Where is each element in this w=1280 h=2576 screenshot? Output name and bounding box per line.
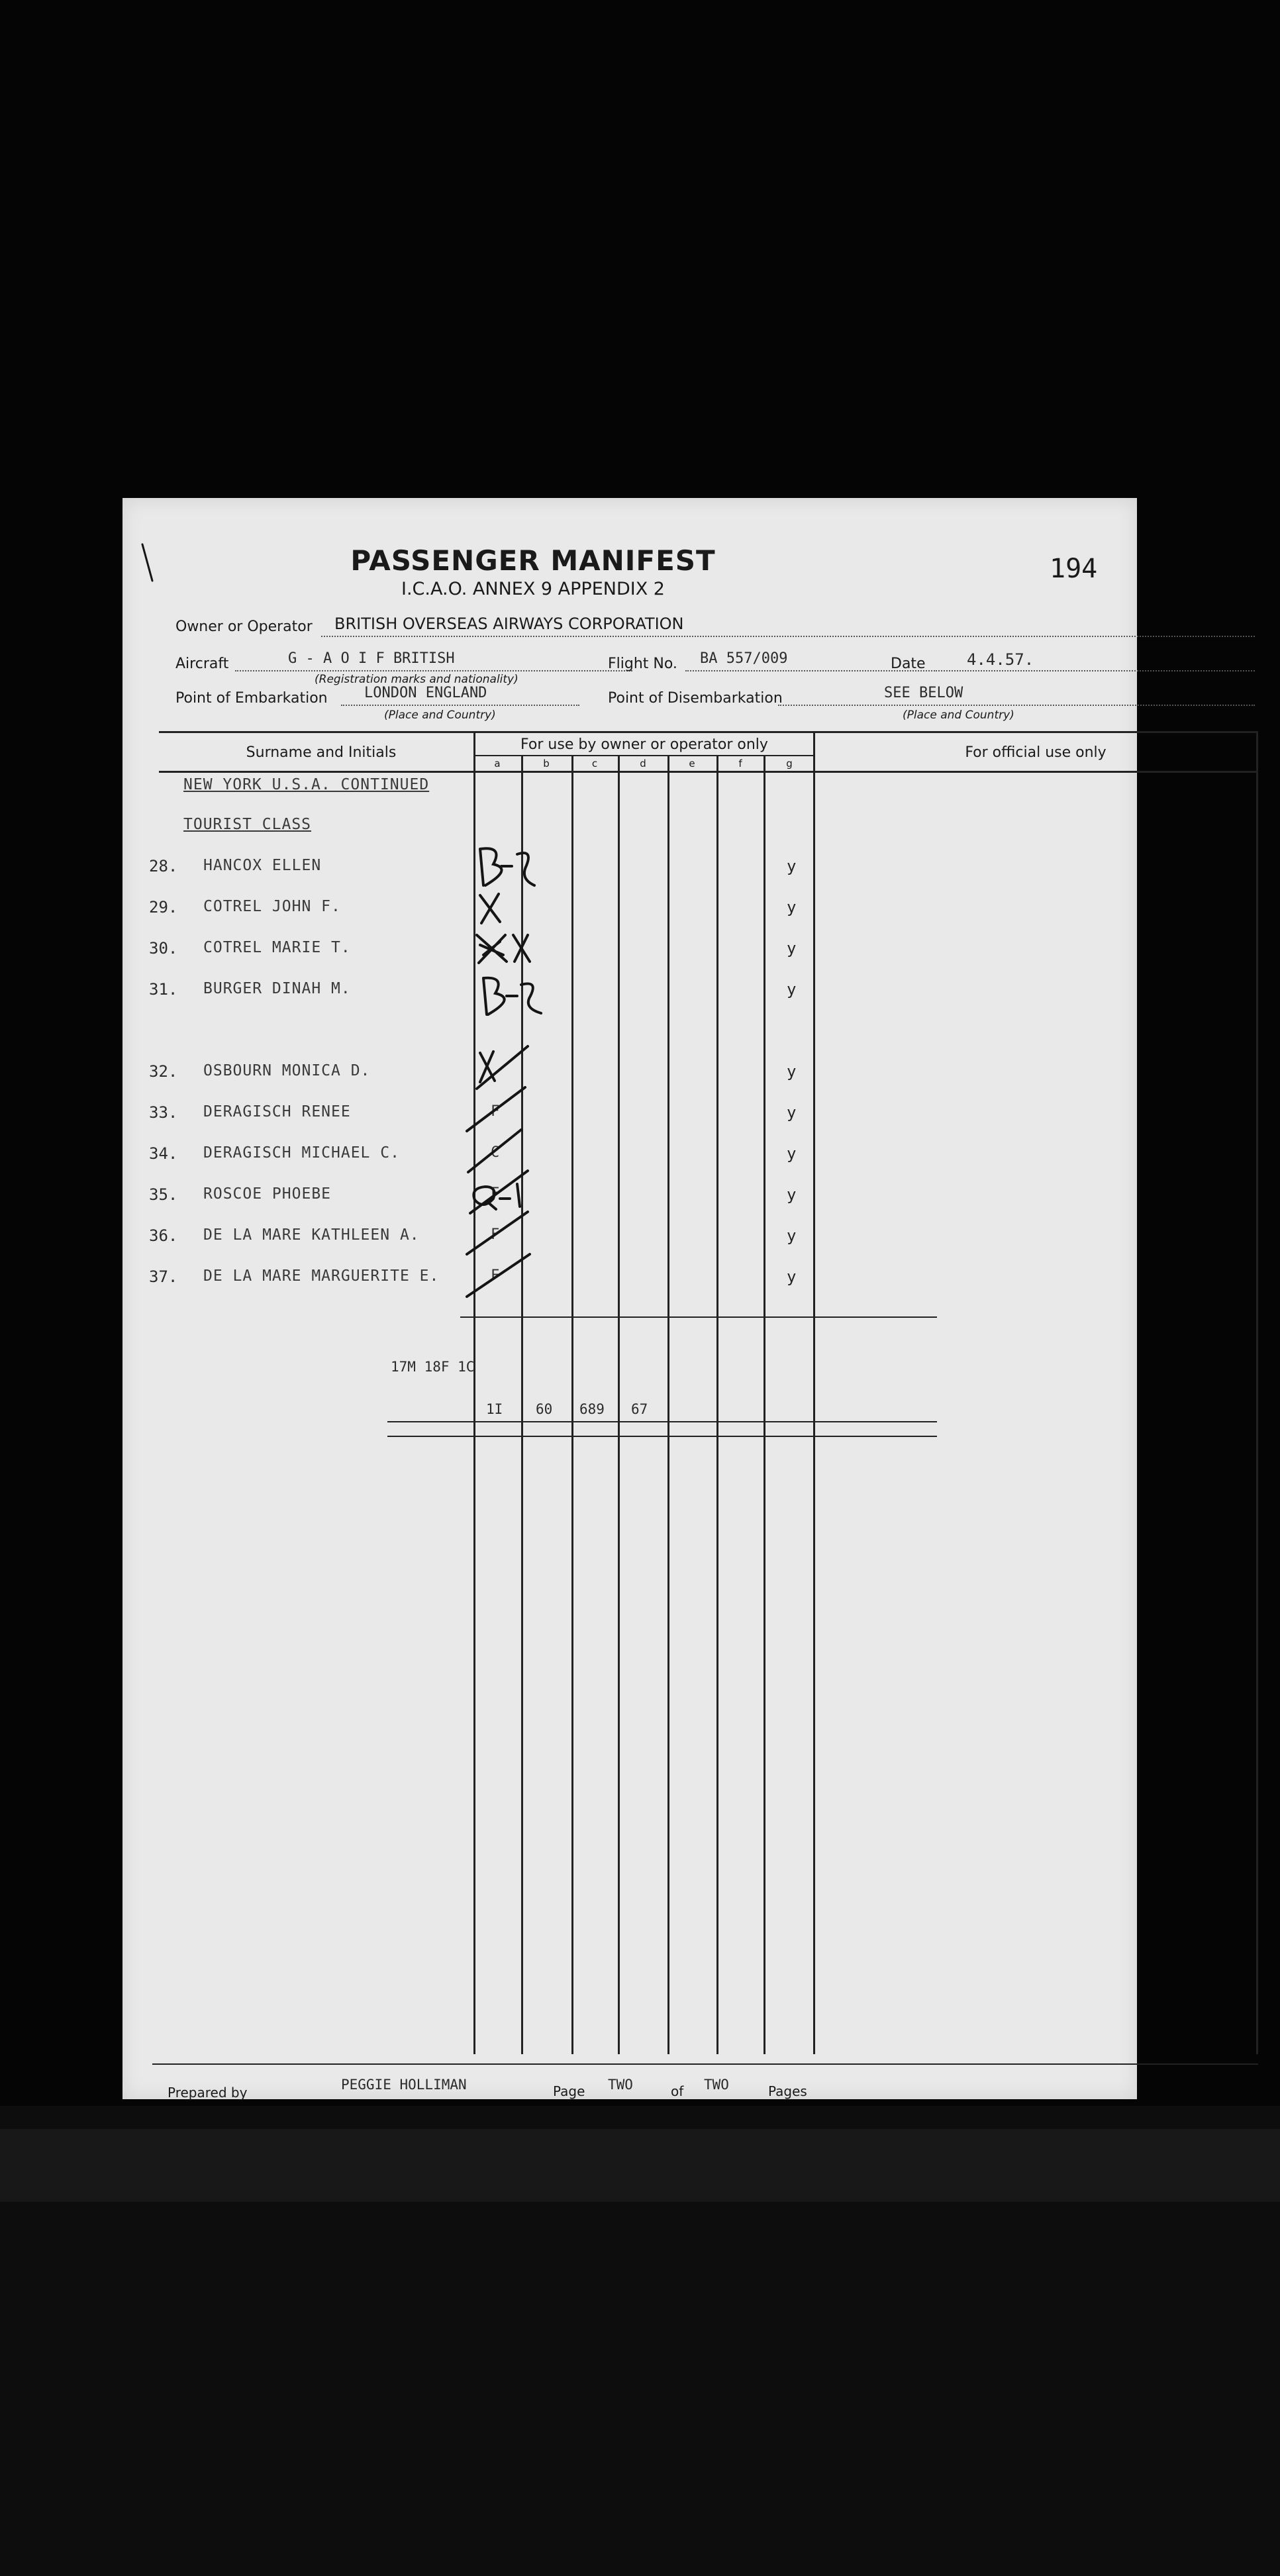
handwritten-slash [477, 1046, 528, 1089]
handwritten-mark-b2-dash [501, 853, 534, 885]
passenger-name: ROSCOE PHOEBE [203, 1185, 332, 1203]
handwritten-mark-q [473, 1187, 496, 1209]
header-official: For official use only [965, 744, 1107, 761]
disembarkation-value: SEE BELOW [884, 685, 963, 701]
passenger-name: DE LA MARE KATHLEEN A. [203, 1226, 420, 1244]
column-a-value: F [491, 1267, 500, 1284]
flight-label: Flight No. [608, 656, 677, 672]
column-a-value: C [491, 1144, 500, 1161]
disembarkation-note: (Place and Country) [903, 709, 1014, 722]
row-number: 28. [149, 857, 178, 875]
column-g-value: y [787, 898, 797, 916]
column-a-value: F [491, 1103, 500, 1120]
handwritten-mark-b2 [483, 978, 505, 1015]
row-number: 36. [149, 1226, 178, 1245]
total-c: 689 [579, 1401, 605, 1417]
column-g-value: y [787, 1103, 797, 1122]
prepared-value: PEGGIE HOLLIMAN [341, 2077, 467, 2093]
row-number: 31. [149, 980, 178, 999]
column-g-value: y [787, 1267, 797, 1286]
embarkation-value: LONDON ENGLAND [364, 685, 487, 701]
aircraft-note: (Registration marks and nationality) [315, 673, 518, 686]
handwritten-slash [467, 1087, 525, 1131]
subcol-g: g [786, 758, 793, 769]
passenger-name: OSBOURN MONICA D. [203, 1062, 371, 1079]
column-a-value: F [491, 1185, 500, 1202]
aircraft-value: G - A O I F BRITISH [288, 650, 455, 667]
total-d: 67 [631, 1401, 648, 1417]
page-label: Page [553, 2083, 585, 2099]
total-b: 60 [536, 1401, 553, 1417]
row-number: 34. [149, 1144, 178, 1163]
handwritten-mark-b2-dash [507, 983, 541, 1013]
passenger-name: HANCOX ELLEN [203, 857, 322, 874]
row-number: 30. [149, 939, 178, 958]
totals-summary: 17M 18F 1C [391, 1359, 475, 1375]
date-label: Date [891, 656, 926, 672]
flight-value: BA 557/009 [700, 650, 788, 667]
scanner-band [0, 2129, 1280, 2202]
destination-heading: NEW YORK U.S.A. CONTINUED [183, 776, 430, 793]
of-value: TWO [704, 2077, 729, 2093]
passenger-name: BURGER DINAH M. [203, 980, 351, 997]
subcol-b: b [543, 758, 550, 769]
disembarkation-label: Point of Disembarkation [608, 690, 783, 707]
page-subtitle: I.C.A.O. ANNEX 9 APPENDIX 2 [401, 579, 665, 599]
subcol-a: a [494, 758, 501, 769]
row-number: 29. [149, 898, 178, 916]
column-g-value: y [787, 1144, 797, 1163]
owner-label: Owner or Operator [175, 619, 313, 635]
row-number: 37. [149, 1267, 178, 1286]
column-g-value: y [787, 980, 797, 999]
column-g-value: y [787, 1185, 797, 1204]
handwritten-mark-x [480, 894, 500, 923]
class-heading: TOURIST CLASS [183, 816, 312, 833]
col-divider-right [1256, 731, 1258, 2054]
row-number: 35. [149, 1185, 178, 1204]
handwritten-mark-x [480, 1052, 495, 1082]
owner-value: BRITISH OVERSEAS AIRWAYS CORPORATION [334, 615, 684, 633]
handwritten-slash [468, 1130, 521, 1172]
pages-label: Pages [768, 2083, 807, 2099]
handwritten-mark-q-dash [500, 1184, 520, 1207]
handwritten-slash [467, 1212, 528, 1254]
total-a: 1I [486, 1401, 503, 1417]
column-g-value: y [787, 1226, 797, 1245]
row-number: 32. [149, 1062, 178, 1081]
subcol-c: c [591, 758, 598, 769]
handwritten-mark-b2 [480, 848, 502, 885]
date-value: 4.4.57. [967, 650, 1034, 669]
passenger-name: COTREL MARIE T. [203, 939, 351, 956]
page-title: PASSENGER MANIFEST [350, 544, 716, 577]
passenger-name: DE LA MARE MARGUERITE E. [203, 1267, 440, 1285]
passenger-name: COTREL JOHN F. [203, 898, 341, 915]
page-value: TWO [608, 2077, 633, 2093]
subcol-e: e [689, 758, 695, 769]
column-g-value: y [787, 1062, 797, 1081]
page-number: 194 [1050, 554, 1098, 584]
handwritten-annotations [123, 498, 1137, 2099]
margin-tick [142, 544, 152, 581]
row-number: 33. [149, 1103, 178, 1122]
column-a-value: F [491, 1226, 500, 1243]
header-surname: Surname and Initials [246, 744, 397, 761]
aircraft-label: Aircraft [175, 656, 229, 672]
handwritten-mark-x [513, 935, 530, 962]
embarkation-label: Point of Embarkation [175, 690, 328, 707]
subcol-d: d [640, 758, 646, 769]
embarkation-note: (Place and Country) [384, 709, 496, 722]
column-g-value: y [787, 939, 797, 958]
column-g-value: y [787, 857, 797, 875]
handwritten-mark-scribble [477, 935, 507, 963]
of-label: of [671, 2083, 684, 2099]
prepared-label: Prepared by [168, 2085, 248, 2101]
passenger-name: DERAGISCH MICHAEL C. [203, 1144, 400, 1162]
subcol-f: f [738, 758, 742, 769]
handwritten-slash [467, 1254, 530, 1297]
header-operator: For use by owner or operator only [520, 736, 768, 753]
passenger-name: DERAGISCH RENEE [203, 1103, 351, 1120]
manifest-page [123, 498, 1137, 2099]
